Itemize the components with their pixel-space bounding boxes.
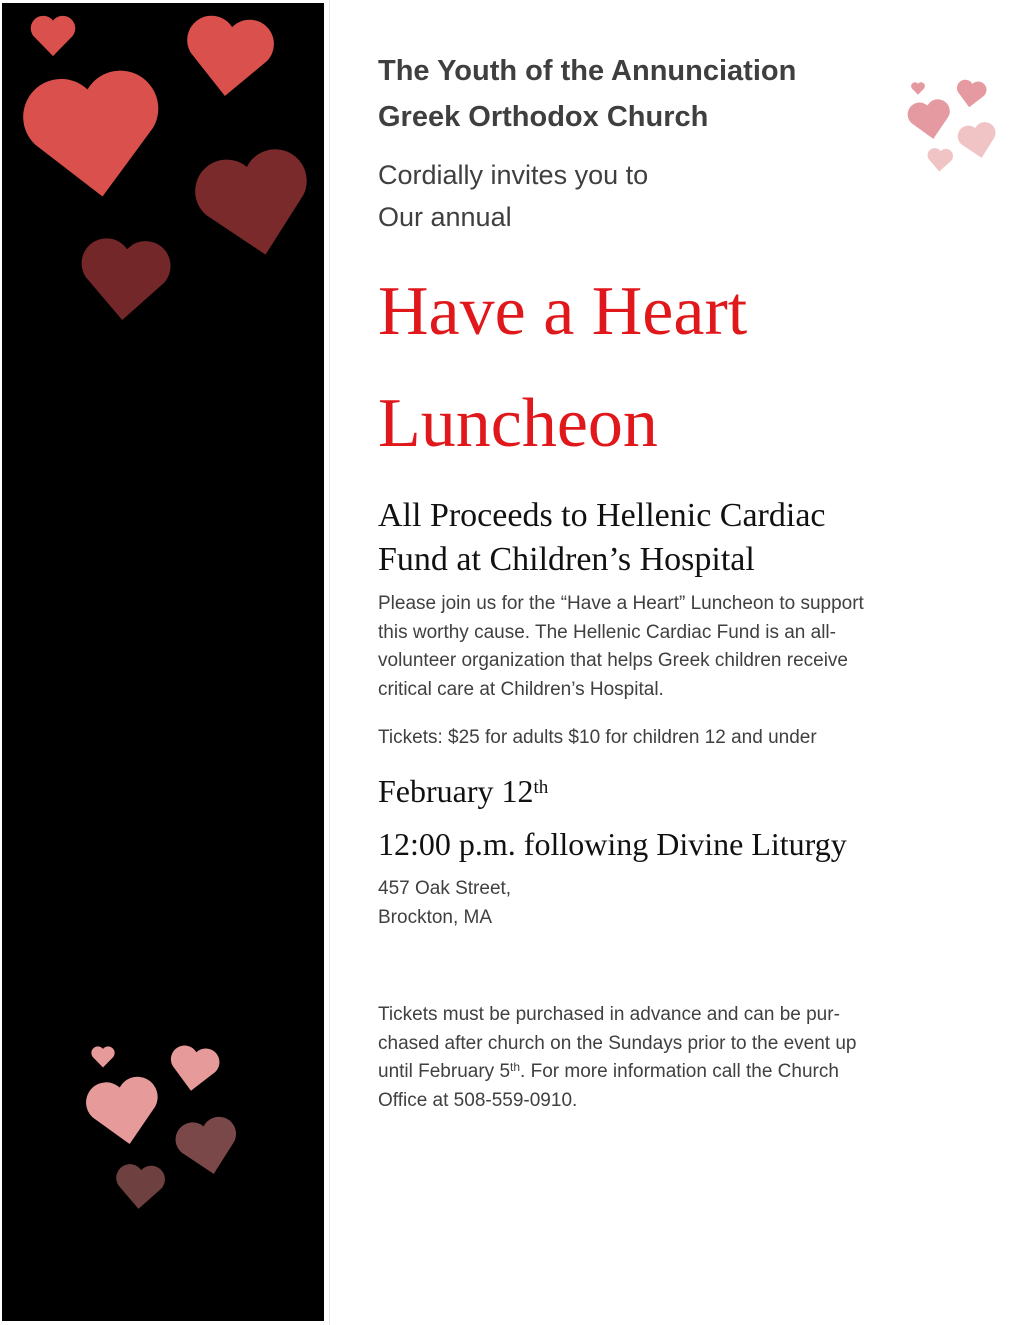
event-date-suffix: th — [533, 776, 549, 798]
footer-line-4: Office at 508-559-0910. — [378, 1089, 578, 1111]
footer-line-3b: . For more information call the Church — [520, 1061, 839, 1083]
cause-heading — [378, 494, 938, 582]
event-date-time — [378, 765, 938, 871]
address-street: 457 Oak Street, — [378, 877, 512, 899]
flyer-content — [378, 48, 938, 1116]
event-address — [378, 875, 938, 932]
heart-icon — [79, 1072, 170, 1153]
heart-icon — [952, 78, 990, 110]
heart-icon — [90, 1046, 116, 1068]
cause-line-2: Fund at Children’s Hospital — [378, 541, 755, 578]
invitation-line-2: Our annual — [378, 202, 512, 232]
description-line-3: volunteer organization that helps Greek children receive — [378, 650, 848, 672]
description-line-4: critical care at Children’s Hospital. — [378, 678, 664, 700]
invitation-text — [378, 154, 938, 238]
description-line-1: Please join us for the “Have a Heart” Luncheon to support — [378, 593, 864, 614]
event-title-line-1: Have a Heart — [378, 273, 748, 350]
organization-line-2: Greek Orthodox Church — [378, 101, 709, 133]
column-divider — [329, 0, 330, 1325]
event-date: February 12 — [378, 772, 534, 809]
footer-line-1: Tickets must be purchased in advance and can be pur- — [378, 1004, 840, 1026]
footer-line-3a: until February 5 — [378, 1061, 511, 1083]
heart-icon — [174, 11, 284, 103]
organization-name — [378, 48, 938, 140]
event-time: 12:00 p.m. following Divine Liturgy — [378, 825, 847, 862]
heart-icon — [112, 1162, 167, 1212]
heart-icon — [75, 235, 175, 325]
heart-icon — [954, 118, 1001, 163]
description-line-2: this worthy cause. The Hellenic Cardiac Fund is an all- — [378, 621, 836, 643]
ticket-prices-text: Tickets: $25 for adults $10 for children 12 and under — [378, 727, 817, 749]
footer-date-suffix: th — [510, 1060, 521, 1075]
heart-icon — [163, 1042, 225, 1095]
event-title-line-2: Luncheon — [378, 385, 658, 462]
cause-line-1: All Proceeds to Hellenic Cardiac — [378, 497, 826, 534]
heart-icon — [28, 15, 78, 57]
ticket-prices — [378, 724, 938, 753]
heart-icon — [170, 1110, 245, 1184]
organization-line-1: The Youth of the Annunciation — [378, 55, 797, 87]
invitation-line-1: Cordially invites you to — [378, 160, 649, 190]
event-description — [378, 590, 938, 704]
heart-icon — [12, 62, 176, 209]
address-city: Brockton, MA — [378, 906, 493, 928]
event-title — [378, 256, 938, 480]
ticket-purchase-info — [378, 1001, 938, 1115]
footer-line-2: chased after church on the Sundays prior to the event up — [378, 1032, 857, 1054]
